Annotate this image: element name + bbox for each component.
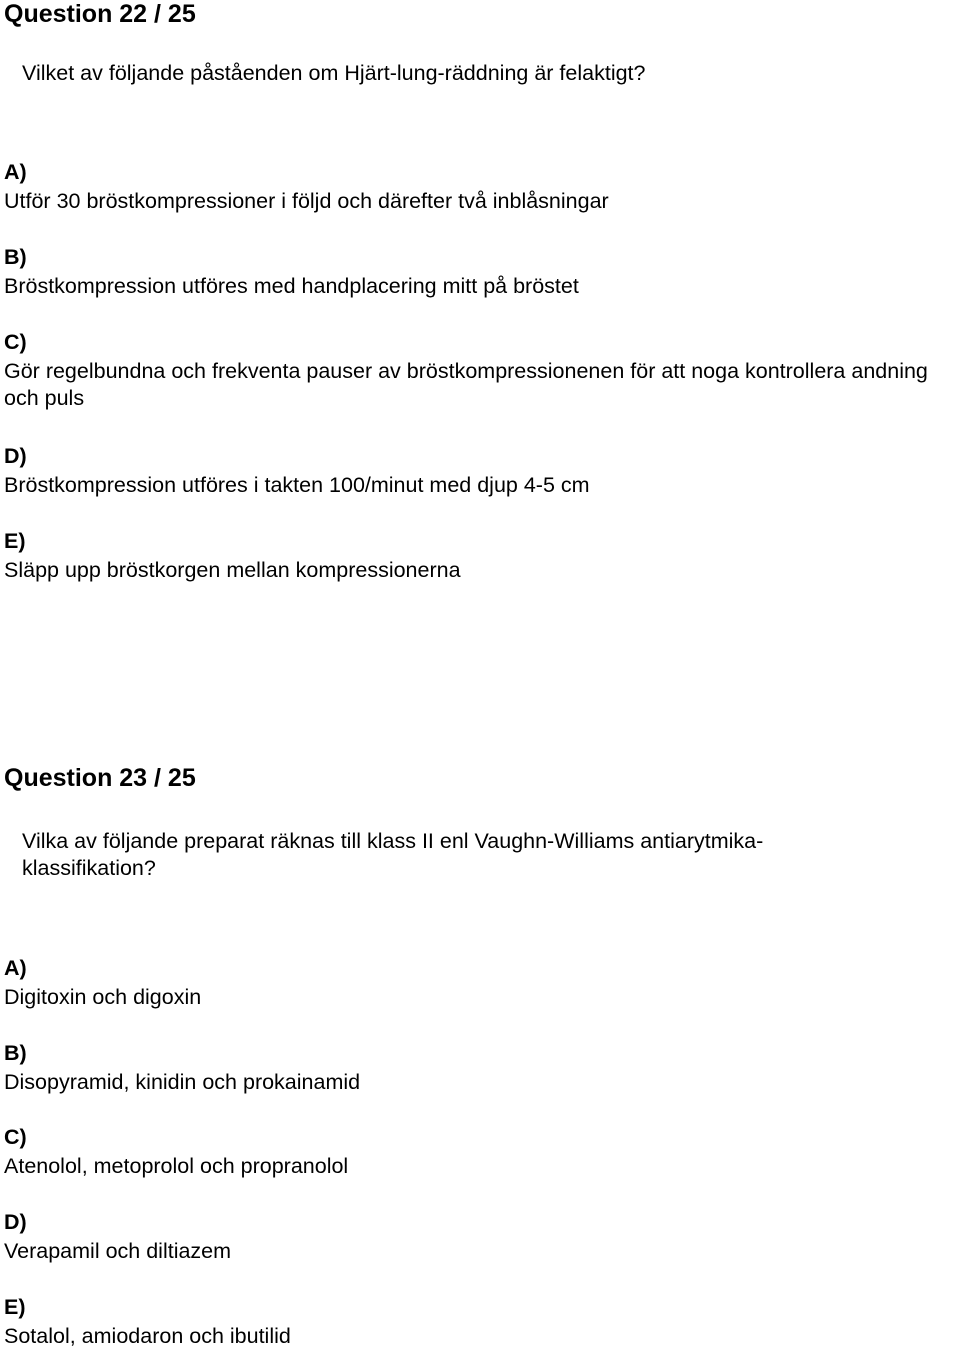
question-23-option-d	[4, 1209, 956, 1265]
option-letter: E)	[4, 1295, 26, 1319]
question-23-option-b	[4, 1040, 956, 1096]
option-text: Verapamil och diltiazem	[4, 1239, 232, 1263]
option-letter: D)	[4, 1210, 27, 1234]
option-letter: D)	[4, 444, 27, 468]
option-text: Släpp upp bröstkorgen mellan kompressionerna	[4, 558, 461, 582]
option-text: Digitoxin och digoxin	[4, 985, 202, 1009]
option-letter: A)	[4, 160, 27, 184]
question-23-option-e	[4, 1294, 956, 1350]
option-letter: B)	[4, 245, 27, 269]
option-text: Bröstkompression utföres med handplacering mitt på bröstet	[4, 274, 579, 298]
question-22-title: Question 22 / 25	[4, 0, 196, 28]
question-22-option-e	[4, 528, 956, 584]
option-text: Disopyramid, kinidin och prokainamid	[4, 1070, 361, 1094]
option-letter: C)	[4, 330, 27, 354]
option-text: Utför 30 bröstkompressioner i följd och därefter två inblåsningar	[4, 189, 609, 213]
question-23-option-a	[4, 955, 956, 1011]
option-letter: B)	[4, 1041, 27, 1065]
question-22-text: Vilket av följande påståenden om Hjärt-lung-räddning är felaktigt?	[22, 61, 646, 85]
question-22-option-b	[4, 244, 956, 300]
option-text: Atenolol, metoprolol och propranolol	[4, 1154, 349, 1178]
question-22-option-a	[4, 159, 956, 215]
question-23-title: Question 23 / 25	[4, 764, 196, 792]
question-23-option-c	[4, 1124, 956, 1180]
option-text: Bröstkompression utföres i takten 100/minut med djup 4-5 cm	[4, 473, 590, 497]
option-letter: A)	[4, 956, 27, 980]
question-23-text: Vilka av följande preparat räknas till klass II enl Vaughn-Williams antiarytmika-klassifikation?	[22, 829, 764, 880]
option-letter: E)	[4, 529, 26, 553]
option-text: Gör regelbundna och frekventa pauser av bröstkompressionenen för att noga kontrollera andning och puls	[4, 359, 928, 410]
option-text: Sotalol, amiodaron och ibutilid	[4, 1324, 291, 1348]
option-letter: C)	[4, 1125, 27, 1149]
question-22-option-c	[4, 329, 956, 412]
question-22-option-d	[4, 443, 956, 499]
